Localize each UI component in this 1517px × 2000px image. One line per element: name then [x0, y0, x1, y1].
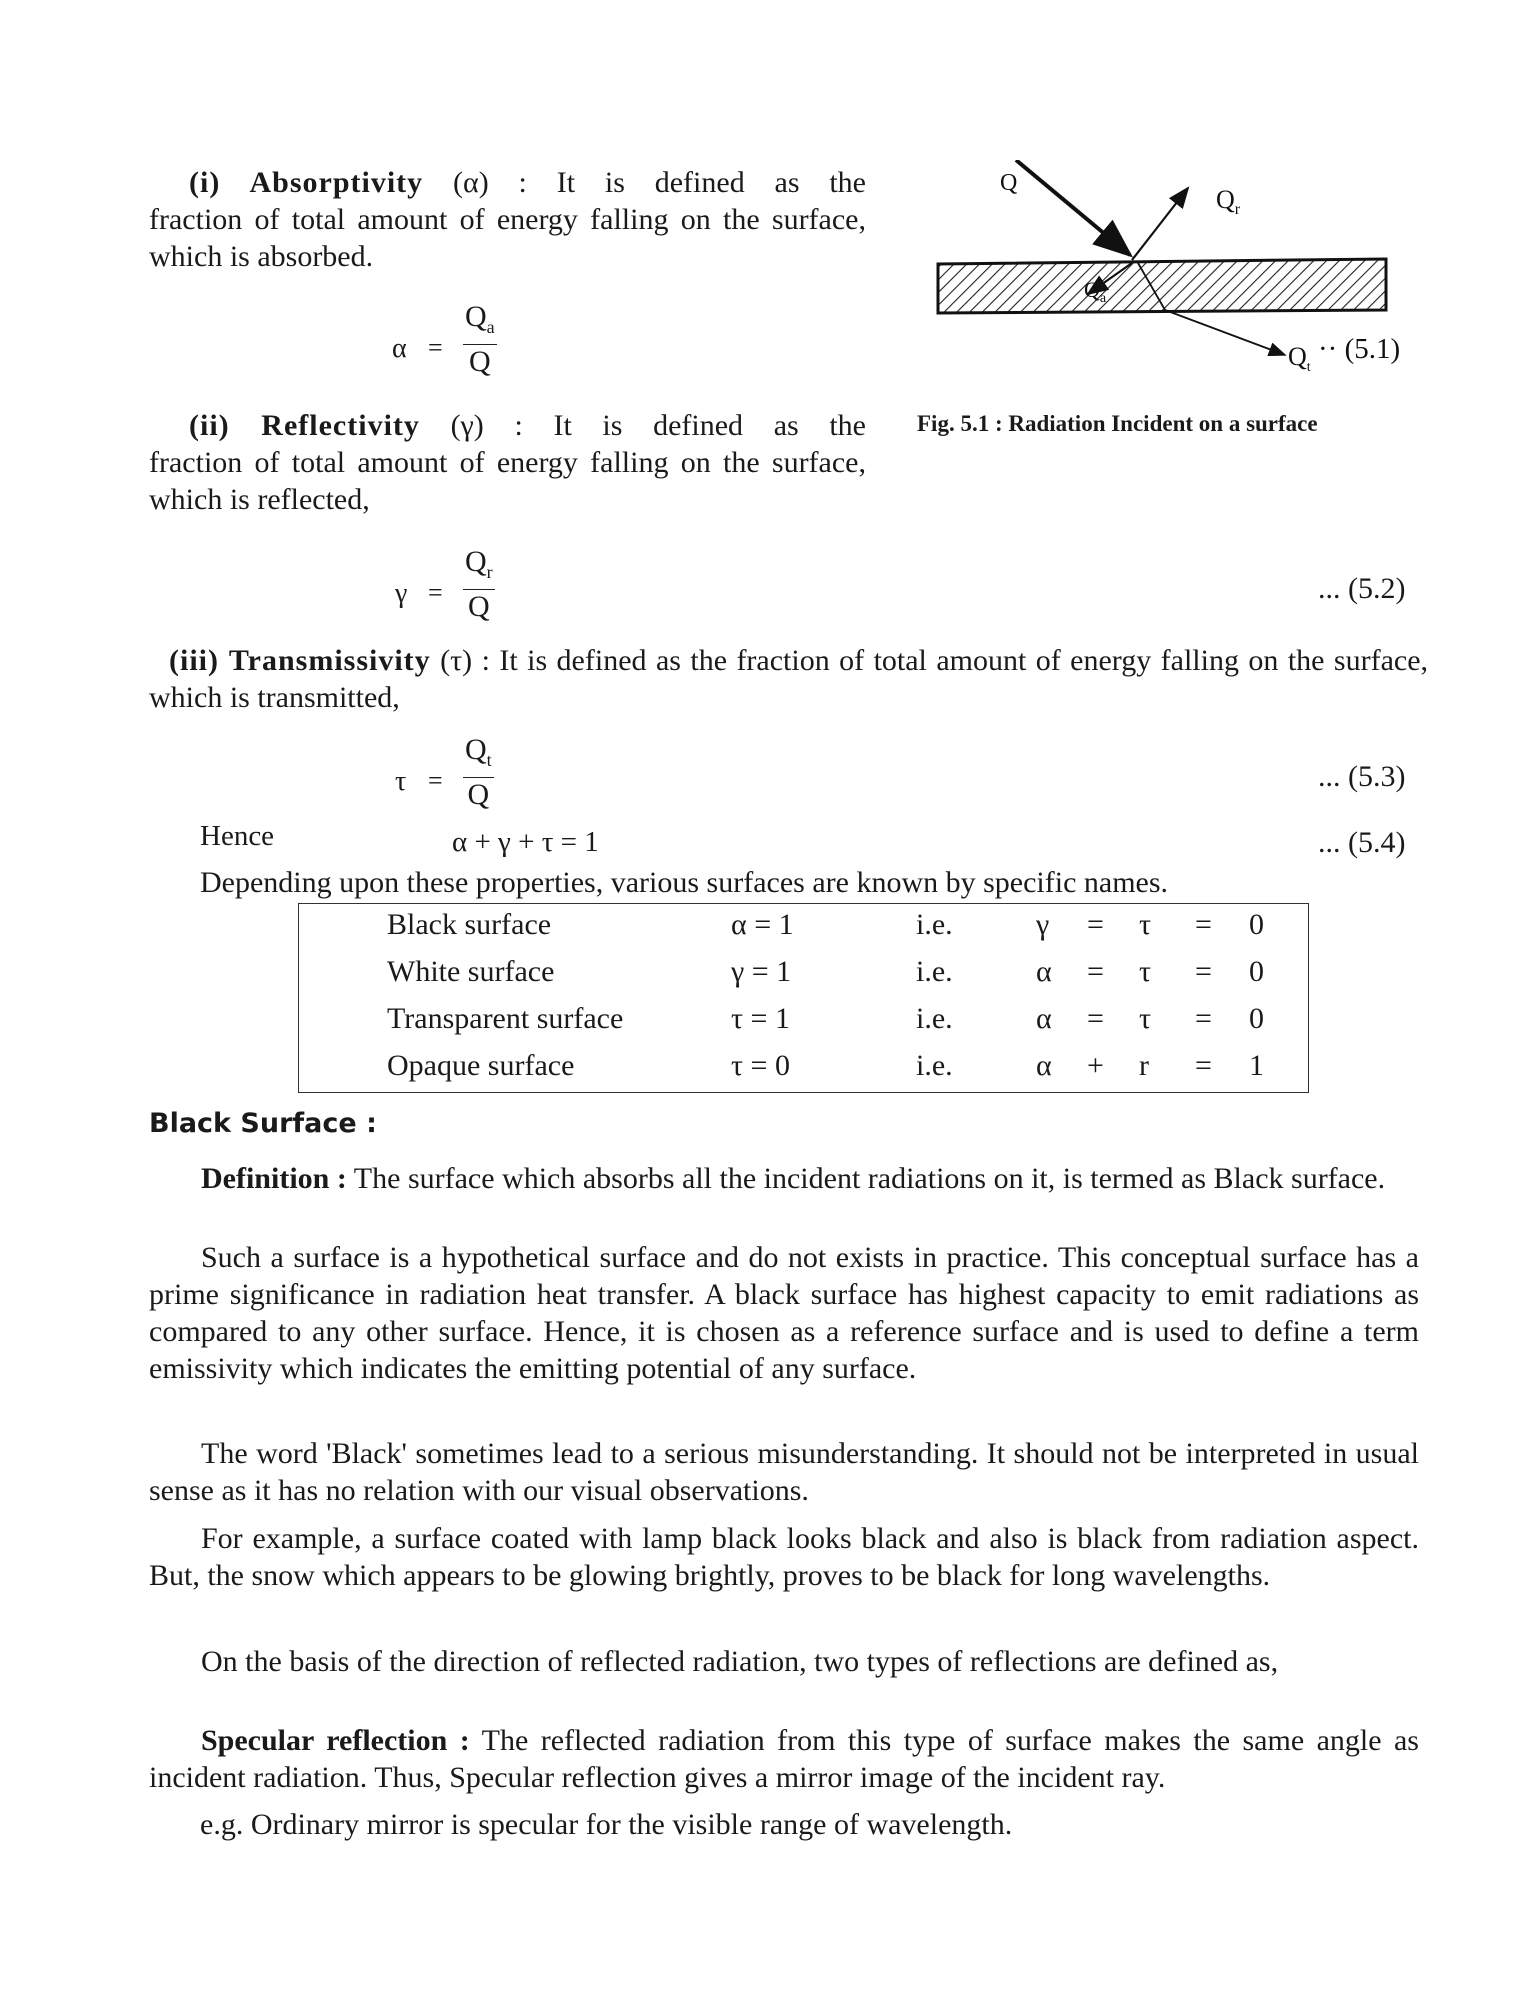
surface-var-b: τ: [1139, 908, 1152, 941]
reflectivity-symbol: (γ) :: [450, 409, 523, 442]
specular-example: e.g. Ordinary mirror is specular for the visible range of wavelength.: [200, 1808, 1013, 1841]
label-qa: Q: [1084, 277, 1100, 302]
alpha-eq-equals: =: [428, 333, 443, 362]
black-surface-paragraph-2: The word 'Black' sometimes lead to a serious misunderstanding. It should not be interpreted in usual sense as it has no relation with our visual observations.: [149, 1437, 1419, 1507]
surface-name: White surface: [387, 955, 555, 988]
surface-op2: =: [1195, 908, 1212, 941]
surface-condition: τ = 0: [731, 1049, 790, 1082]
table-row: [299, 955, 1308, 1001]
surface-op2: =: [1195, 1049, 1212, 1082]
specular-text: The reflected radiation from this type of surface makes the same angle as incident radiation. Thus, Specular reflection gives a mirror image of the incident ray.: [149, 1724, 1419, 1794]
equation-number-5-2: ... (5.2): [1318, 572, 1406, 605]
label-qt-sub: t: [1306, 360, 1311, 375]
depending-text: Depending upon these properties, various surfaces are known by specific names.: [200, 866, 1169, 899]
tau-num: Q: [465, 733, 487, 766]
definition-paragraph: [149, 1160, 1419, 1197]
absorptivity-label: (i) Absorptivity: [189, 166, 424, 199]
absorptivity-text-first: It is defined as the: [556, 166, 867, 199]
transmissivity-label: (iii) Transmissivity: [169, 644, 431, 677]
surface-var-c: 0: [1249, 1002, 1264, 1035]
tau-fraction: [463, 733, 494, 812]
surface-op1: +: [1087, 1049, 1104, 1082]
absorptivity-symbol: (α) :: [453, 166, 527, 199]
radiation-figure: [930, 160, 1470, 380]
surface-name: Black surface: [387, 908, 552, 941]
hence-equation: α + γ + τ = 1: [452, 826, 599, 858]
surface-ie: i.e.: [916, 1002, 953, 1035]
reflectivity-paragraph: [149, 407, 866, 518]
gamma-eq-lhs: γ: [395, 578, 408, 609]
absorptivity-paragraph: [149, 164, 866, 275]
reflectivity-text-first: It is defined as the: [553, 409, 867, 442]
label-qr-sub: r: [1234, 201, 1241, 218]
surface-var-a: α: [1036, 1002, 1052, 1035]
surface-var-a: α: [1036, 1049, 1052, 1082]
surface-var-b: τ: [1139, 955, 1152, 988]
surface-var-c: 0: [1249, 955, 1264, 988]
reflected-ray: [1132, 188, 1188, 260]
surface-op1: =: [1087, 1002, 1104, 1035]
transmissivity-text: It is defined as the fraction of total amount of energy falling on the surface, which is transmitted,: [149, 644, 1429, 714]
surface-var-b: r: [1139, 1049, 1149, 1082]
surface-name: Transparent surface: [387, 1002, 624, 1035]
incident-ray: [1016, 160, 1130, 255]
equation-number-5-1: ·· (5.1): [1318, 333, 1401, 365]
surface-op1: =: [1087, 908, 1104, 941]
surface-op2: =: [1195, 1002, 1212, 1035]
gamma-eq-equals: =: [428, 578, 443, 607]
surface-var-a: γ: [1036, 908, 1050, 941]
tau-eq-lhs: τ: [395, 766, 407, 797]
surface-condition: τ = 1: [731, 1002, 790, 1035]
svg-text:Qr: [1216, 185, 1241, 218]
black-surface-heading: Black Surface :: [149, 1108, 377, 1139]
table-row: [299, 908, 1308, 954]
tau-eq-equals: =: [428, 766, 443, 795]
absorptivity-text: fraction of total amount of energy falling on the surface, which is absorbed.: [149, 203, 866, 273]
definition-text: The surface which absorbs all the incident radiations on it, is termed as Black surface.: [353, 1162, 1386, 1195]
definition-label: Definition :: [201, 1162, 347, 1195]
tau-num-sub: t: [486, 750, 492, 770]
surface-condition: α = 1: [731, 908, 794, 941]
equation-number-5-4: ... (5.4): [1318, 826, 1406, 859]
table-row: [299, 1002, 1308, 1048]
surface-var-c: 1: [1249, 1049, 1264, 1082]
surface-ie: i.e.: [916, 908, 953, 941]
alpha-num: Q: [465, 300, 487, 333]
label-qa-sub: a: [1099, 291, 1107, 306]
reflectivity-label: (ii) Reflectivity: [189, 409, 420, 442]
table-row: [299, 1049, 1308, 1095]
alpha-den: Q: [469, 345, 491, 378]
figure-caption: Fig. 5.1 : Radiation Incident on a surface: [917, 411, 1318, 436]
surface-op1: =: [1087, 955, 1104, 988]
hence-label: Hence: [200, 820, 275, 852]
black-surface-paragraph-1: Such a surface is a hypothetical surface and do not exists in practice. This conceptual surface has a prime significance in radiation heat transfer. A black surface has highest capacity to emit radiations as compared to any other surface. Hence, it is chosen as a reference surface and is used to define a term emissivity which indicates the emitting potential of any surface.: [149, 1241, 1419, 1385]
surface-condition: γ = 1: [731, 955, 792, 988]
alpha-num-sub: a: [486, 317, 495, 337]
surface-op2: =: [1195, 955, 1212, 988]
alpha-eq-lhs: α: [392, 333, 407, 364]
transmissivity-paragraph: [149, 642, 1428, 716]
reflectivity-text: fraction of total amount of energy falling on the surface, which is reflected,: [149, 446, 866, 516]
gamma-num-sub: r: [486, 562, 493, 582]
surface-table: [298, 903, 1309, 1093]
svg-text:Qt: [1288, 342, 1311, 375]
surface-ie: i.e.: [916, 1049, 953, 1082]
alpha-fraction: [463, 300, 497, 379]
black-surface-paragraph-4: On the basis of the direction of reflected radiation, two types of reflections are defined as,: [201, 1645, 1279, 1678]
surface-name: Opaque surface: [387, 1049, 575, 1082]
surface-var-a: α: [1036, 955, 1052, 988]
label-qr: Q: [1216, 185, 1235, 214]
specular-label: Specular reflection :: [201, 1724, 470, 1757]
surface-ie: i.e.: [916, 955, 953, 988]
gamma-den: Q: [468, 590, 490, 623]
label-q: Q: [1000, 170, 1018, 196]
black-surface-paragraph-3: For example, a surface coated with lamp black looks black and also is black from radiation aspect. But, the snow which appears to be glowing brightly, proves to be black for long wavelengths.: [149, 1522, 1419, 1592]
gamma-fraction: [463, 545, 495, 624]
specular-paragraph: [149, 1722, 1419, 1796]
tau-den: Q: [467, 778, 490, 811]
gamma-num: Q: [465, 545, 487, 578]
surface-var-b: τ: [1139, 1002, 1152, 1035]
label-qt: Q: [1288, 342, 1307, 371]
transmissivity-symbol: (τ) :: [440, 644, 490, 677]
equation-number-5-3: ... (5.3): [1318, 760, 1406, 793]
surface-var-c: 0: [1249, 908, 1264, 941]
